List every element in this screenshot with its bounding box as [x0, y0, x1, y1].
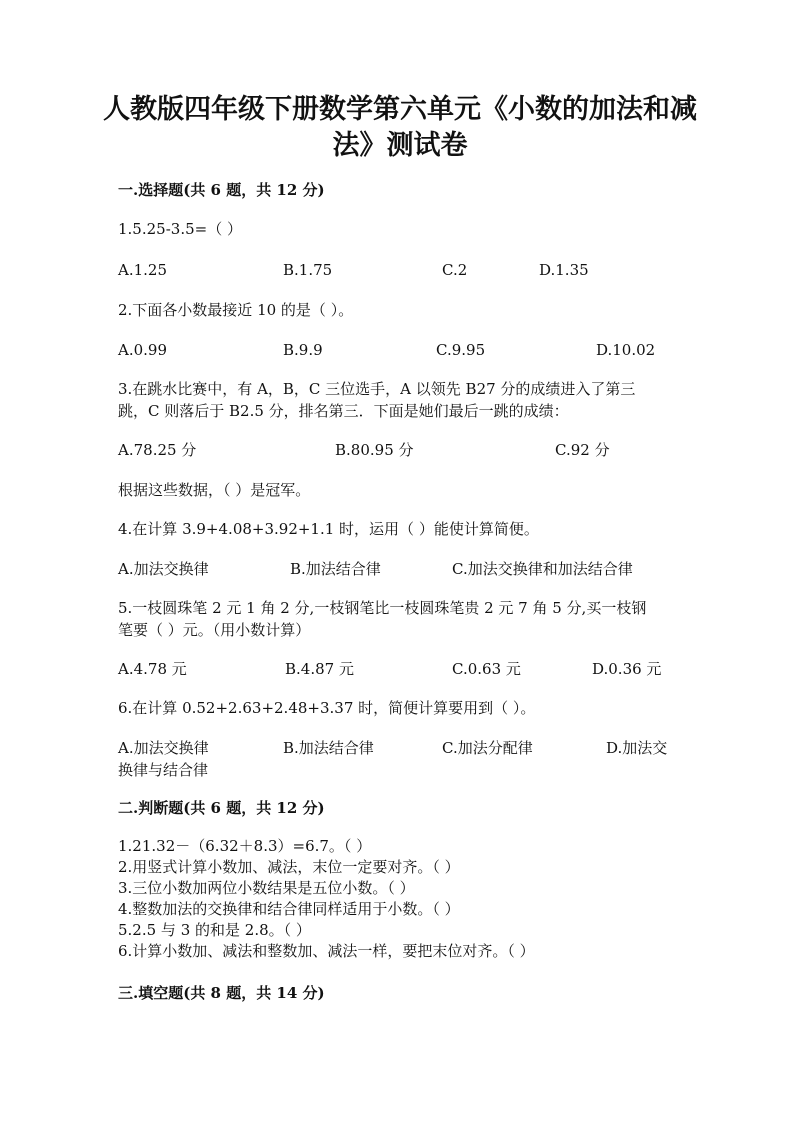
title-line-1: 人教版四年级下册数学第六单元《小数的加法和减 — [103, 94, 697, 125]
question-3-tail: 根据这些数据，（ ）是冠军。 — [118, 481, 311, 499]
judgement-item-2: 2.用竖式计算小数加、减法，末位一定要对齐。（ ） — [118, 858, 460, 876]
question-6-option-b: B.加法结合律 — [283, 739, 374, 757]
question-6-option-a: A.加法交换律 — [118, 739, 209, 757]
question-1-stem: 1.5.25-3.5=（ ） — [118, 220, 242, 238]
question-4-option-c: C.加法交换律和加法结合律 — [452, 560, 633, 578]
question-2-option-b: B.9.9 — [283, 341, 323, 359]
question-3-option-c: C.92 分 — [555, 441, 610, 459]
question-1-option-c: C.2 — [442, 261, 468, 279]
question-6-option-d-wrap: 换律与结合律 — [118, 761, 209, 779]
title-line-2: 法》测试卷 — [332, 130, 468, 161]
question-3-stem-line-2: 跳，C 则落后于 B2.5 分，排名第三．下面是她们最后一跳的成绩： — [118, 402, 569, 420]
question-4-stem: 4.在计算 3.9+4.08+3.92+1.1 时，运用（ ）能使计算简便。 — [118, 520, 539, 538]
section-heading-judgement: 二.判断题(共 6 题，共 12 分) — [118, 799, 325, 817]
question-6-stem: 6.在计算 0.52+2.63+2.48+3.37 时，简便计算要用到（ ）。 — [118, 699, 536, 717]
question-4-option-a: A.加法交换律 — [118, 560, 209, 578]
question-1-option-a: A.1.25 — [118, 261, 167, 279]
judgement-item-6: 6.计算小数加、减法和整数加、减法一样，要把末位对齐。（ ） — [118, 942, 535, 960]
question-5-option-a: A.4.78 元 — [118, 660, 187, 678]
question-5-option-b: B.4.87 元 — [285, 660, 354, 678]
question-6-option-c: C.加法分配律 — [442, 739, 533, 757]
question-1-option-d: D.1.35 — [539, 261, 589, 279]
judgement-item-4: 4.整数加法的交换律和结合律同样适用于小数。（ ） — [118, 900, 460, 918]
question-5-stem-line-2: 笔要（ ）元。（用小数计算） — [118, 621, 311, 639]
judgement-item-1: 1.21.32－（6.32＋8.3）=6.7。（ ） — [118, 837, 372, 855]
question-3-option-a: A.78.25 分 — [118, 441, 197, 459]
question-1-option-b: B.1.75 — [283, 261, 333, 279]
section-heading-fill-blank: 三.填空题(共 8 题，共 14 分) — [118, 984, 325, 1002]
judgement-item-5: 5.2.5 与 3 的和是 2.8。（ ） — [118, 921, 311, 939]
question-6-option-d: D.加法交 — [606, 739, 668, 757]
judgement-item-3: 3.三位小数加两位小数结果是五位小数。（ ） — [118, 879, 415, 897]
section-heading-choice: 一.选择题(共 6 题，共 12 分) — [118, 181, 325, 199]
question-2-stem: 2.下面各小数最接近 10 的是（ ）。 — [118, 301, 354, 319]
question-2-option-a: A.0.99 — [118, 341, 167, 359]
question-2-option-c: C.9.95 — [436, 341, 486, 359]
page-title — [100, 92, 700, 164]
question-5-option-c: C.0.63 元 — [452, 660, 521, 678]
question-5-stem-line-1: 5.一枝圆珠笔 2 元 1 角 2 分,一枝钢笔比一枝圆珠笔贵 2 元 7 角 5 分,买一枝钢 — [118, 599, 647, 617]
question-4-option-b: B.加法结合律 — [290, 560, 381, 578]
question-3-option-b: B.80.95 分 — [335, 441, 414, 459]
question-2-option-d: D.10.02 — [596, 341, 656, 359]
question-5-option-d: D.0.36 元 — [592, 660, 662, 678]
question-3-stem-line-1: 3.在跳水比赛中，有 A，B，C 三位选手，A 以领先 B27 分的成绩进入了第三 — [118, 380, 636, 398]
